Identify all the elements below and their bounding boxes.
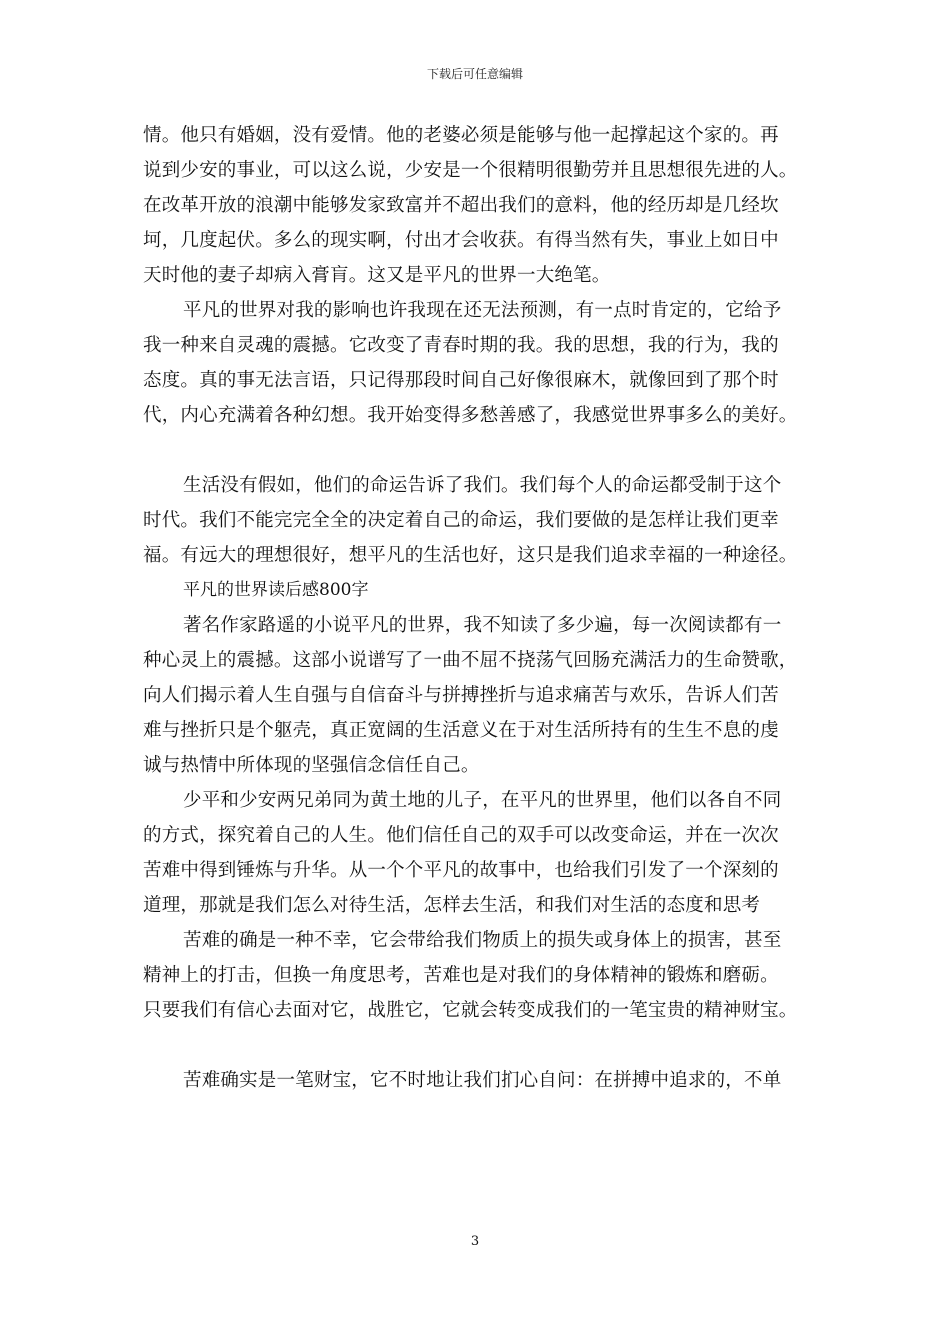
text-line: 时代。我们不能完完全全的决定着自己的命运，我们要做的是怎样让我们更幸 [143, 510, 779, 531]
text-line: 在改革开放的浪潮中能够发家致富并不超出我们的意料，他的经历却是几经坎 [143, 195, 779, 216]
section-subtitle: 平凡的世界读后感800字 [183, 580, 369, 600]
paragraph [143, 783, 815, 923]
text-line: 苦难中得到锤炼与升华。从一个个平凡的故事中，也给我们引发了一个深刻的 [143, 860, 779, 881]
text-line: 向人们揭示着人生自强与自信奋斗与拼搏挫折与追求痛苦与欢乐，告诉人们苦 [143, 685, 779, 706]
paragraph [143, 468, 815, 573]
text-line: 坷，几度起伏。多么的现实啊，付出才会收获。有得当然有失，事业上如日中 [143, 230, 779, 251]
text-line: 代，内心充满着各种幻想。我开始变得多愁善感了，我感觉世界事多么的美好。 [143, 405, 798, 426]
text-line: 著名作家路遥的小说平凡的世界，我不知读了多少遍，每一次阅读都有一 [183, 615, 782, 636]
paragraph [143, 1063, 815, 1098]
text-line: 种心灵上的震撼。这部小说谱写了一曲不屈不挠荡气回肠充满活力的生命赞歌， [143, 650, 798, 671]
section-after-subtitle [143, 608, 815, 1098]
text-line: 苦难的确是一种不幸，它会带给我们物质上的损失或身体上的损害，甚至 [183, 930, 782, 951]
text-line: 的方式，探究着自己的人生。他们信任自己的双手可以改变命运，并在一次次 [143, 825, 779, 846]
text-line: 难与挫折只是个躯壳，真正宽阔的生活意义在于对生活所持有的生生不息的虔 [143, 720, 779, 741]
text-line: 只要我们有信心去面对它，战胜它，它就会转变成我们的一笔宝贵的精神财宝。 [143, 1000, 798, 1021]
text-line: 我一种来自灵魂的震撼。它改变了青春时期的我。我的思想，我的行为，我的 [143, 335, 779, 356]
text-line: 平凡的世界对我的影响也许我现在还无法预测，有一点时肯定的，它给予 [183, 300, 782, 321]
text-line: 少平和少安两兄弟同为黄土地的儿子，在平凡的世界里，他们以各自不同 [183, 790, 782, 811]
paragraph [143, 608, 815, 783]
text-line: 生活没有假如，他们的命运告诉了我们。我们每个人的命运都受制于这个 [183, 475, 782, 496]
text-line: 情。他只有婚姻，没有爱情。他的老婆必须是能够与他一起撑起这个家的。再 [143, 125, 779, 146]
paragraph [143, 923, 815, 1028]
text-line: 说到少安的事业，可以这么说，少安是一个很精明很勤劳并且思想很先进的人。 [143, 160, 798, 181]
text-line: 道理，那就是我们怎么对待生活，怎样去生活，和我们对生活的态度和思考 [143, 895, 761, 916]
text-line: 天时他的妻子却病入膏肓。这又是平凡的世界一大绝笔。 [143, 265, 611, 286]
text-line: 福。有远大的理想很好，想平凡的生活也好，这只是我们追求幸福的一种途径。 [143, 545, 798, 566]
text-line: 苦难确实是一笔财宝，它不时地让我们扪心自问：在拼搏中追求的，不单 [183, 1070, 782, 1091]
page-header: 下载后可任意编辑 [426, 67, 523, 81]
text-line: 态度。真的事无法言语，只记得那段时间自己好像很麻木，就像回到了那个时 [143, 370, 779, 391]
page-number: 3 [470, 1234, 480, 1249]
paragraph [143, 118, 815, 293]
text-line: 诚与热情中所体现的坚强信念信任自己。 [143, 755, 480, 776]
paragraph-gap [143, 433, 815, 468]
paragraph-gap [143, 1028, 815, 1063]
section-before-subtitle [143, 118, 815, 573]
paragraph [143, 293, 815, 433]
document-body [143, 118, 815, 1098]
text-line: 精神上的打击，但换一角度思考，苦难也是对我们的身体精神的锻炼和磨砺。 [143, 965, 779, 986]
